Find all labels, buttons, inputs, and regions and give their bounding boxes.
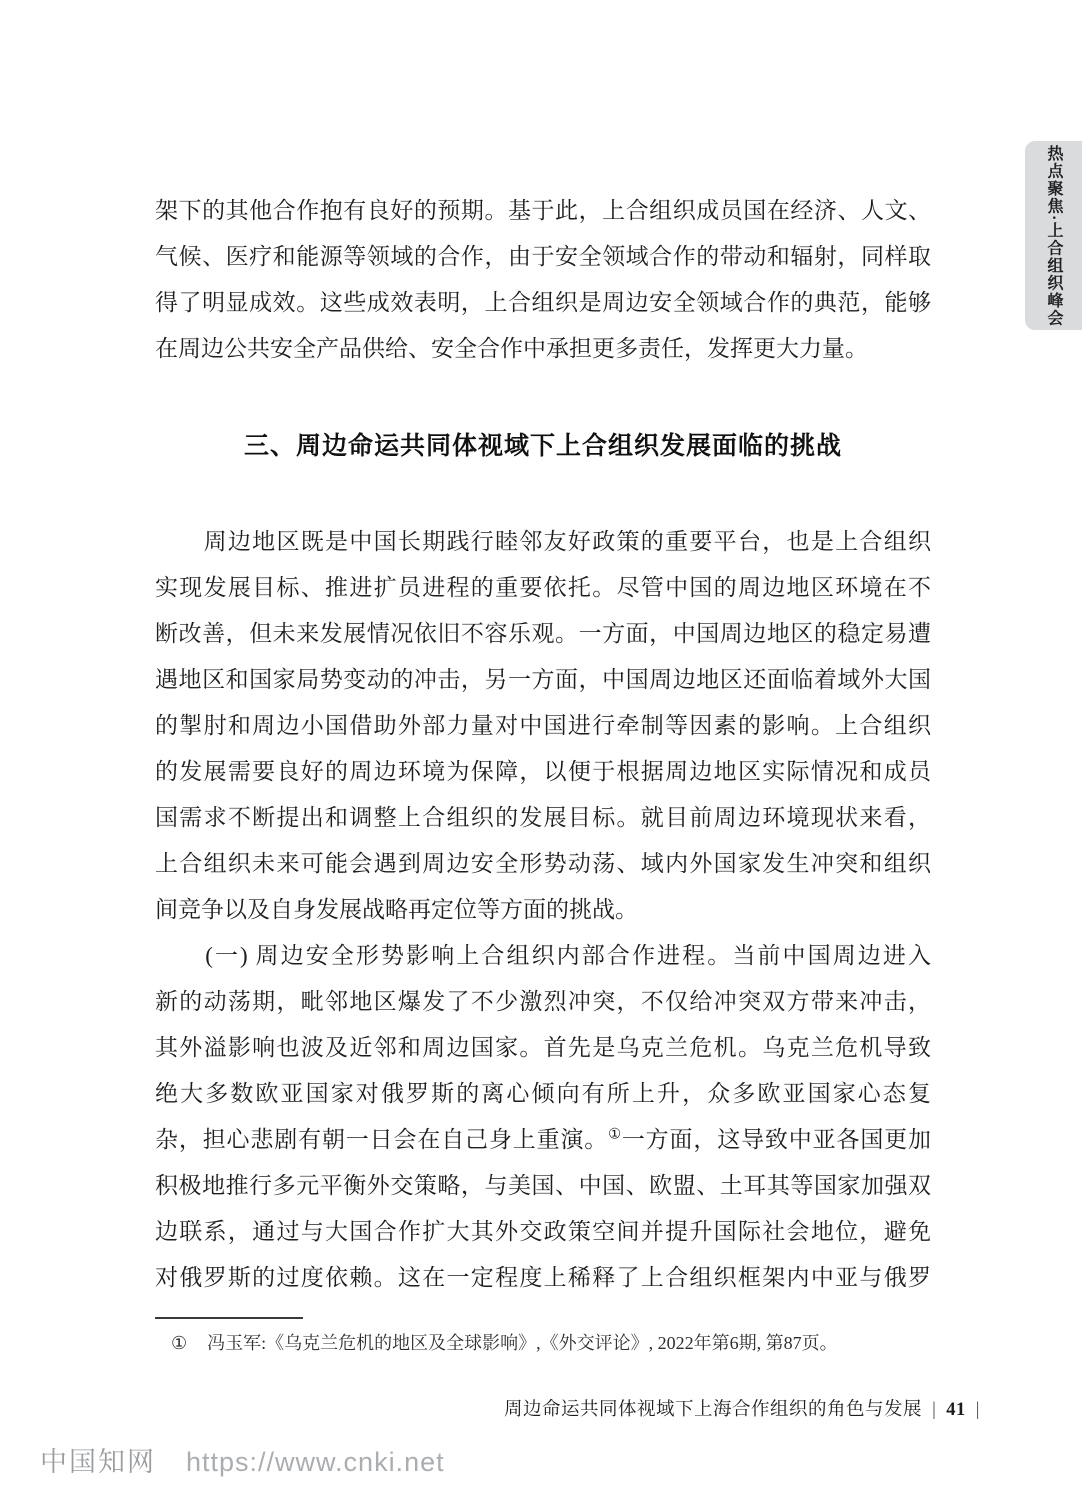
footnote-marker: ① [171,1333,188,1353]
paragraph-1 [155,188,931,372]
cnki-brand-text: 中国知网 [40,1447,156,1477]
footer-page-number: 41 [946,1400,966,1420]
body-line: 的发展需要良好的周边环境为保障，以便于根据周边地区实际情况和成员 [155,759,931,784]
footnote-divider [155,1317,303,1319]
body-line: 上合组织未来可能会遇到周边安全形势动荡、域内外国家发生冲突和组织 [155,851,931,876]
footer-title: 周边命运共同体视域下上海合作组织的角色与发展 [504,1400,923,1420]
paragraph-2 [155,519,931,933]
section-heading: 三、周边命运共同体视域下上合组织发展面临的挑战 [243,433,842,460]
footer-separator-left: | [932,1400,937,1420]
footnote [155,1330,947,1356]
footnote-text: 冯玉军:《乌克兰危机的地区及全球影响》,《外交评论》, 2022年第6期, 第87页。 [207,1333,838,1353]
body-line: 杂，担心悲剧有朝一日会在自己身上重演。①一方面，这导致中亚各国更加 [155,1126,932,1152]
watermark [40,1440,445,1479]
body-line: 断改善，但未来发展情况依旧不容乐观。一方面，中国周边地区的稳定易遭 [155,621,931,646]
body-line: 积极地推行多元平衡外交策略，与美国、中国、欧盟、土耳其等国家加强双 [155,1173,931,1198]
body-line: 边联系，通过与大国合作扩大其外交政策空间并提升国际社会地位，避免 [155,1219,931,1244]
body-line: 周边地区既是中国长期践行睦邻友好政策的重要平台，也是上合组织 [155,529,931,554]
body-line: (一) 周边安全形势影响上合组织内部合作进程。当前中国周边进入 [155,943,931,968]
body-line: 遇地区和国家局势变动的冲击，另一方面，中国周边地区还面临着域外大国 [155,667,931,692]
body-line: 其外溢影响也波及近邻和周边国家。首先是乌克兰危机。乌克兰危机导致 [155,1035,931,1060]
body-line: 在周边公共安全产品供给、安全合作中承担更多责任，发挥更大力量。 [155,336,868,361]
footnote-reference-1: ① [608,1126,622,1143]
body-line: 对俄罗斯的过度依赖。这在一定程度上稀释了上合组织框架内中亚与俄罗 [155,1265,931,1290]
page-body [155,188,931,1301]
body-line: 的掣肘和周边小国借助外部力量对中国进行牵制等因素的影响。上合组织 [155,713,931,738]
body-line: 新的动荡期，毗邻地区爆发了不少激烈冲突，不仅给冲突双方带来冲击， [155,989,931,1014]
section-tab-label: 热点聚焦·上合组织峰会 [1045,144,1062,327]
body-line: 气候、医疗和能源等领域的合作，由于安全领域合作的带动和辐射，同样取 [155,244,931,269]
body-line: 国需求不断提出和调整上合组织的发展目标。就目前周边环境现状来看， [155,805,931,830]
footer-separator-right: | [975,1400,980,1420]
section-tab [1025,141,1082,330]
paragraph-3 [155,933,931,1301]
body-line: 实现发展目标、推进扩员进程的重要依托。尽管中国的周边地区环境在不 [155,575,931,600]
running-footer [0,1395,990,1421]
body-line: 绝大多数欧亚国家对俄罗斯的离心倾向有所上升，众多欧亚国家心态复 [155,1081,931,1106]
body-line: 得了明显成效。这些成效表明，上合组织是周边安全领域合作的典范，能够 [155,290,931,315]
cnki-url-text: https://www.cnki.net [186,1447,445,1477]
body-line: 间竞争以及自身发展战略再定位等方面的挑战。 [155,897,638,922]
body-line: 架下的其他合作抱有良好的预期。基于此，上合组织成员国在经济、人文、 [155,198,931,223]
